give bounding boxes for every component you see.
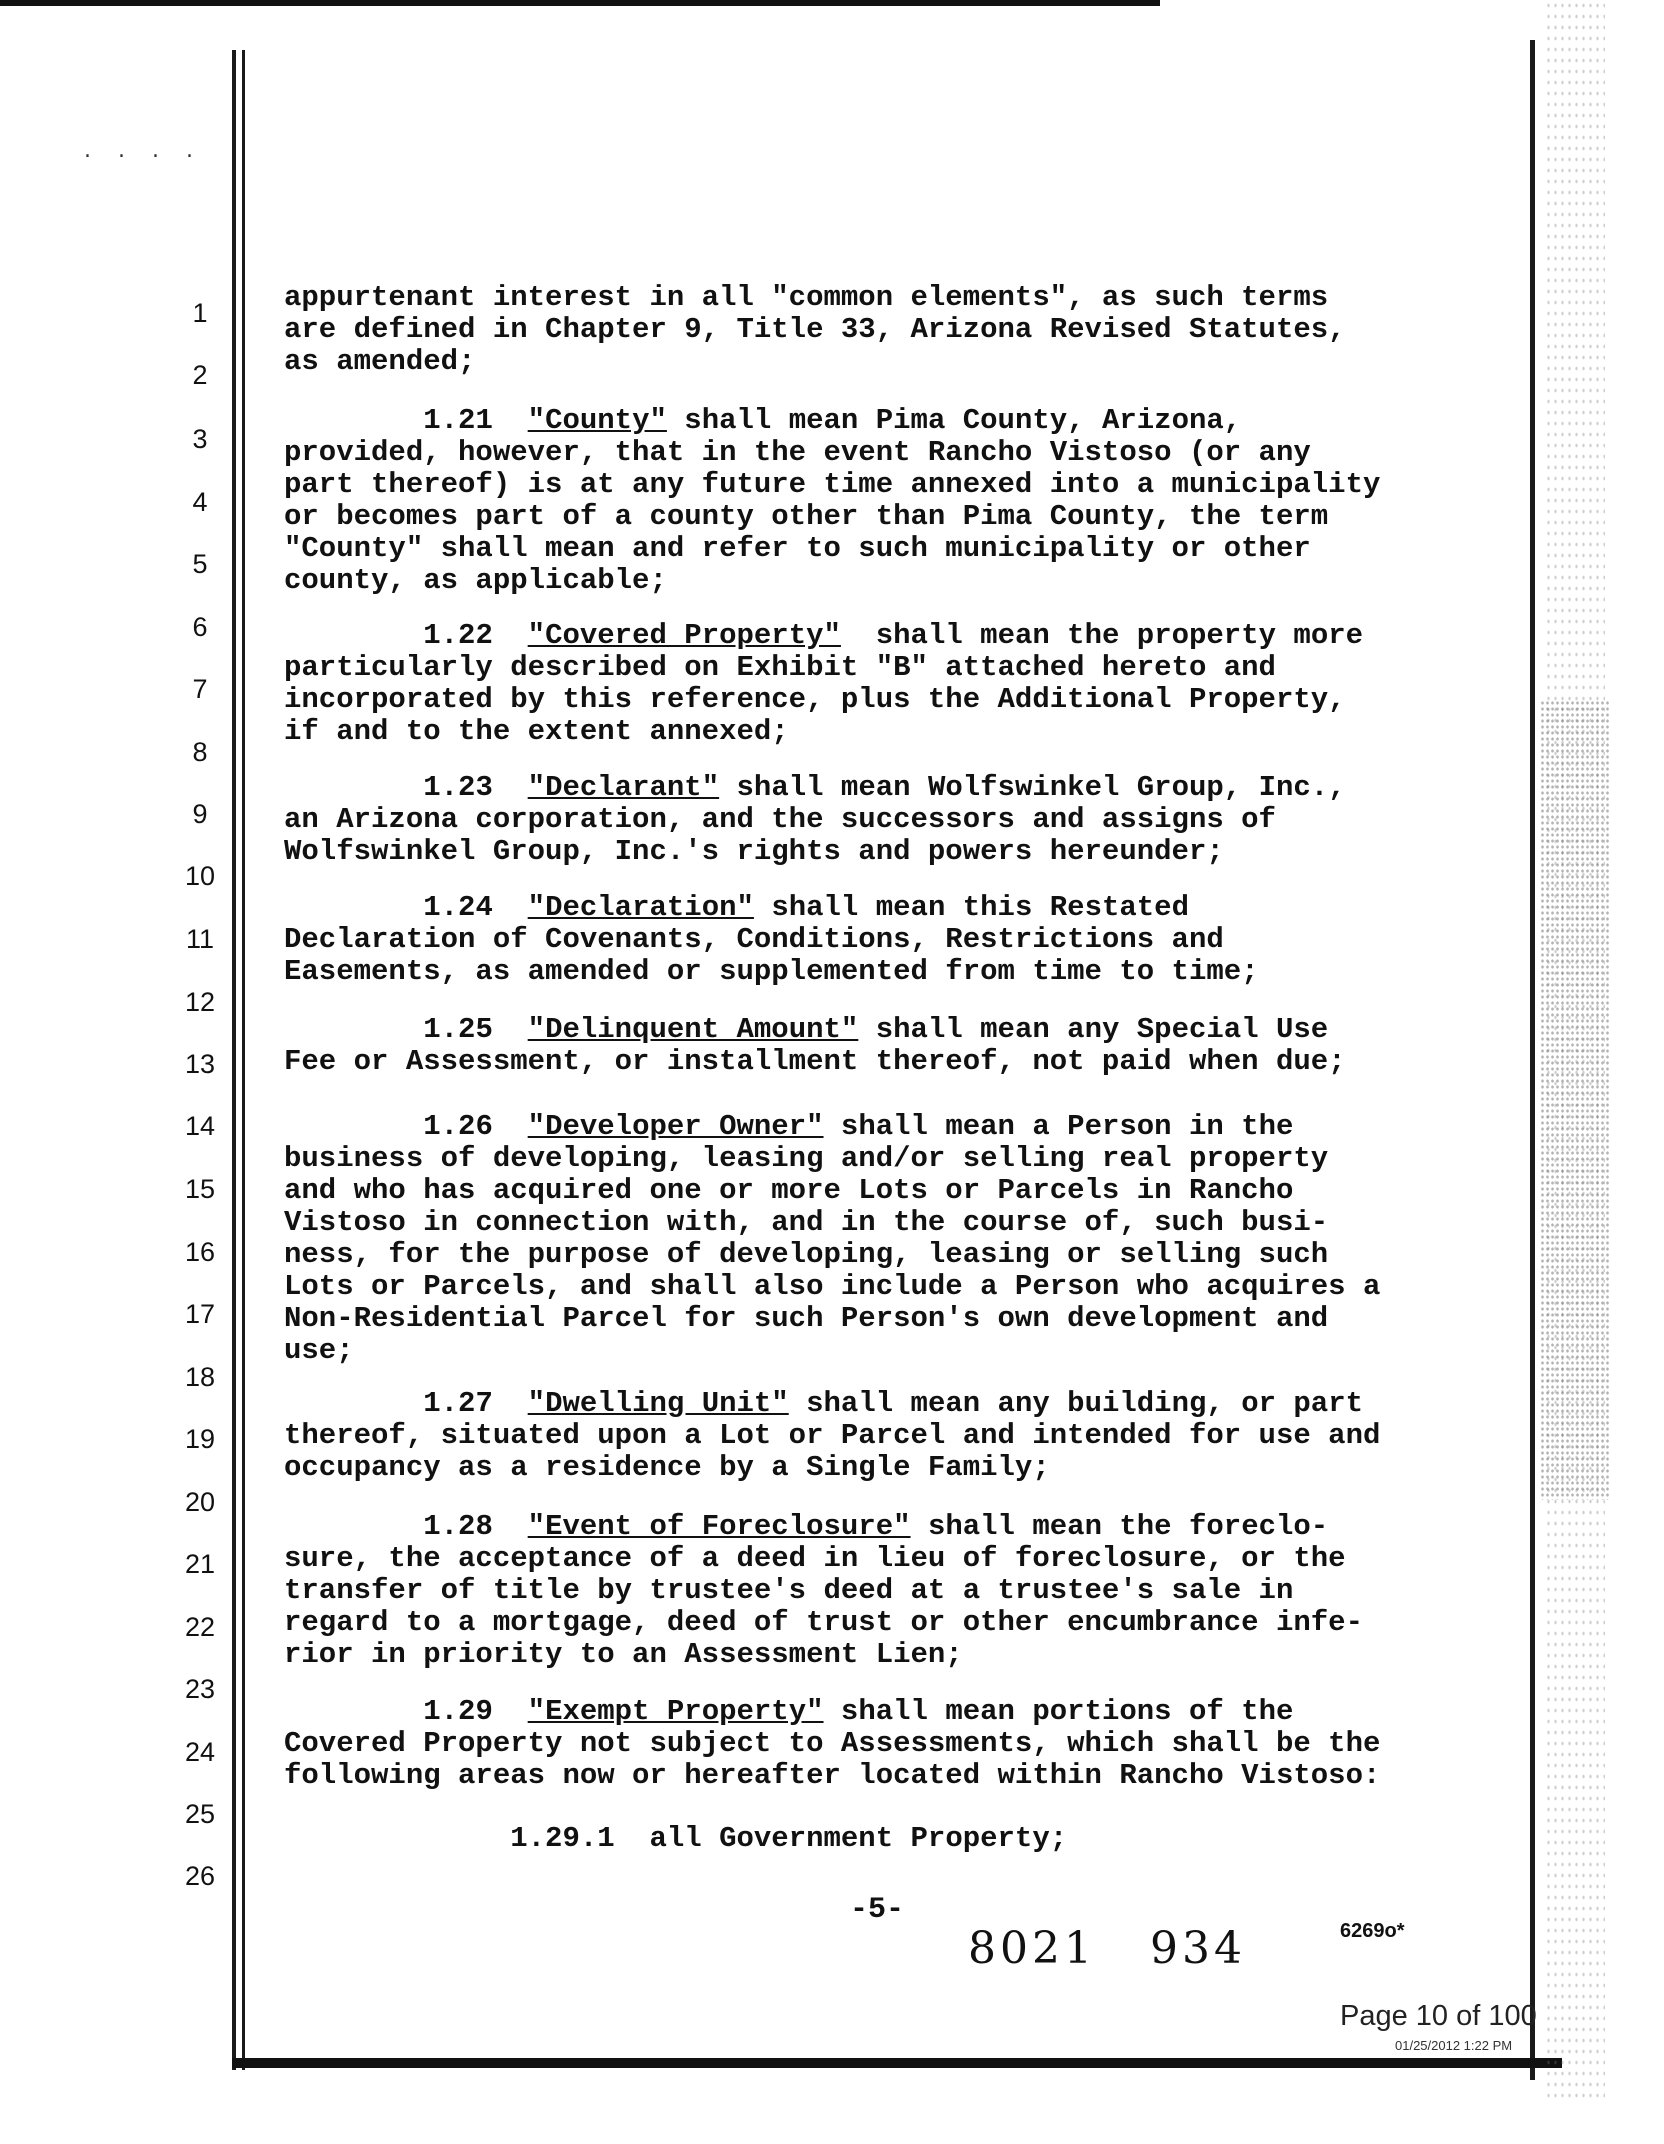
- definition-1-27: [284, 1388, 1494, 1484]
- text-line: shall mean the foreclo-: [910, 1510, 1329, 1543]
- text-line: sure, the acceptance of a deed in lieu of foreclosure, or the: [284, 1542, 1346, 1575]
- defined-term: "County": [527, 404, 667, 437]
- text-line: shall mean any Special Use: [858, 1013, 1329, 1046]
- right-margin-rule: [1530, 40, 1535, 2080]
- definition-1-23: [284, 772, 1494, 868]
- defined-term: "Declarant": [527, 771, 720, 804]
- text-line: shall mean this Restated: [753, 891, 1189, 924]
- text-line: Fee or Assessment, or installment thereof, not paid when due;: [284, 1045, 1346, 1078]
- line-number: 21: [184, 1549, 216, 1579]
- defined-term: "Developer Owner": [527, 1110, 824, 1143]
- text-line: business of developing, leasing and/or selling real property: [284, 1142, 1329, 1175]
- text-line: county, as applicable;: [284, 564, 667, 597]
- section-number: 1.29: [423, 1695, 493, 1728]
- scan-dots: . . . .: [84, 138, 203, 163]
- text-line: Declaration of Covenants, Conditions, Restrictions and: [284, 923, 1224, 956]
- defined-term: "Covered Property": [527, 619, 841, 652]
- line-number: 18: [184, 1362, 216, 1392]
- text-line: transfer of title by trustee's deed at a trustee's sale in: [284, 1574, 1294, 1607]
- definition-1-22: [284, 620, 1494, 748]
- text-line: shall mean a Person in the: [823, 1110, 1294, 1143]
- text-line: following areas now or hereafter located within Rancho Vistoso:: [284, 1759, 1381, 1792]
- bottom-border: [232, 2058, 1562, 2068]
- definition-1-28: [284, 1511, 1494, 1671]
- line-number: 26: [184, 1861, 216, 1891]
- line-number: 3: [192, 424, 208, 454]
- line-number: 11: [185, 924, 215, 954]
- defined-term: "Delinquent Amount": [527, 1013, 859, 1046]
- line-number: 22: [184, 1612, 216, 1642]
- document-number-left: 8021: [968, 1923, 1096, 1974]
- text-line: an Arizona corporation, and the successors and assigns of: [284, 803, 1276, 836]
- definition-1-24: [284, 892, 1494, 988]
- document-code: 6269o*: [1340, 1920, 1405, 1942]
- defined-term: "Declaration": [527, 891, 754, 924]
- text-line: shall mean Pima County, Arizona,: [666, 404, 1242, 437]
- text-line: shall mean portions of the: [823, 1695, 1294, 1728]
- text-line: are defined in Chapter 9, Title 33, Arizona Revised Statutes,: [284, 313, 1346, 346]
- text-line: Covered Property not subject to Assessments, which shall be the: [284, 1727, 1381, 1760]
- left-margin-rule-inner: [242, 50, 245, 2070]
- subitem-1-29-1: [284, 1823, 1494, 1855]
- line-number: 19: [184, 1424, 216, 1454]
- line-number: 7: [192, 674, 208, 704]
- defined-term: "Exempt Property": [527, 1695, 824, 1728]
- line-number: 15: [184, 1174, 216, 1204]
- text-line: occupancy as a residence by a Single Family;: [284, 1451, 1050, 1484]
- text-line: use;: [284, 1334, 354, 1367]
- text-line: rior in priority to an Assessment Lien;: [284, 1638, 963, 1671]
- footer-page-count: Page 10 of 100: [1340, 2000, 1537, 2032]
- text-line: 1.29.1 all Government Property;: [510, 1822, 1068, 1855]
- definition-1-21: [284, 405, 1494, 597]
- text-line: regard to a mortgage, deed of trust or other encumbrance infe-: [284, 1606, 1363, 1639]
- line-number: 9: [192, 799, 208, 829]
- line-number: 8: [192, 737, 208, 767]
- line-number: 20: [184, 1487, 216, 1517]
- section-number: 1.24: [423, 891, 493, 924]
- section-number: 1.25: [423, 1013, 493, 1046]
- definition-1-25: [284, 1014, 1494, 1078]
- line-number: 6: [192, 612, 208, 642]
- line-number: 24: [184, 1737, 216, 1767]
- text-line: as amended;: [284, 345, 476, 378]
- text-line: thereof, situated upon a Lot or Parcel and intended for use and: [284, 1419, 1381, 1452]
- line-number: 17: [184, 1299, 216, 1329]
- text-line: shall mean the property more: [840, 619, 1364, 652]
- text-line: Lots or Parcels, and shall also include a Person who acquires a: [284, 1270, 1381, 1303]
- left-margin-rule: [232, 50, 236, 2070]
- text-line: Non-Residential Parcel for such Person's own development and: [284, 1302, 1329, 1335]
- text-line: shall mean any building, or part: [788, 1387, 1364, 1420]
- line-number: 25: [184, 1799, 216, 1829]
- text-line: particularly described on Exhibit "B" attached hereto and: [284, 651, 1276, 684]
- text-line: provided, however, that in the event Rancho Vistoso (or any: [284, 436, 1311, 469]
- text-line: ness, for the purpose of developing, leasing or selling such: [284, 1238, 1329, 1271]
- line-number: 12: [184, 987, 216, 1017]
- text-line: Easements, as amended or supplemented from time to time;: [284, 955, 1259, 988]
- document-number-right: 934: [1150, 1923, 1246, 1974]
- scan-noise-dense: [1540, 700, 1610, 1500]
- text-line: part thereof) is at any future time annexed into a municipality: [284, 468, 1381, 501]
- top-border: [0, 0, 1160, 6]
- section-number: 1.21: [423, 404, 493, 437]
- text-line: and who has acquired one or more Lots or Parcels in Rancho: [284, 1174, 1294, 1207]
- line-number: 14: [184, 1111, 216, 1141]
- text-line: "County" shall mean and refer to such municipality or other: [284, 532, 1311, 565]
- defined-term: "Event of Foreclosure": [527, 1510, 911, 1543]
- definition-1-29: [284, 1696, 1494, 1792]
- page-number: -5-: [850, 1893, 905, 1927]
- section-number: 1.27: [423, 1387, 493, 1420]
- text-line: incorporated by this reference, plus the Additional Property,: [284, 683, 1346, 716]
- text-line: or becomes part of a county other than Pima County, the term: [284, 500, 1329, 533]
- section-number: 1.26: [423, 1110, 493, 1143]
- line-number: 23: [184, 1674, 216, 1704]
- text-line: if and to the extent annexed;: [284, 715, 789, 748]
- intro-paragraph: [284, 282, 1494, 378]
- line-number: 5: [192, 549, 208, 579]
- text-line: shall mean Wolfswinkel Group, Inc.,: [719, 771, 1346, 804]
- footer-timestamp: 01/25/2012 1:22 PM: [1395, 2038, 1513, 2053]
- line-number: 10: [184, 861, 216, 891]
- line-number: 1: [192, 298, 208, 328]
- line-number: 16: [184, 1237, 216, 1267]
- section-number: 1.23: [423, 771, 493, 804]
- line-number: 2: [192, 360, 208, 390]
- line-number: 13: [184, 1049, 216, 1079]
- section-number: 1.22: [423, 619, 493, 652]
- section-number: 1.28: [423, 1510, 493, 1543]
- text-line: Vistoso in connection with, and in the course of, such busi-: [284, 1206, 1329, 1239]
- text-line: appurtenant interest in all "common elements", as such terms: [284, 281, 1329, 314]
- defined-term: "Dwelling Unit": [527, 1387, 789, 1420]
- text-line: Wolfswinkel Group, Inc.'s rights and powers hereunder;: [284, 835, 1224, 868]
- line-number: 4: [192, 487, 208, 517]
- definition-1-26: [284, 1111, 1494, 1367]
